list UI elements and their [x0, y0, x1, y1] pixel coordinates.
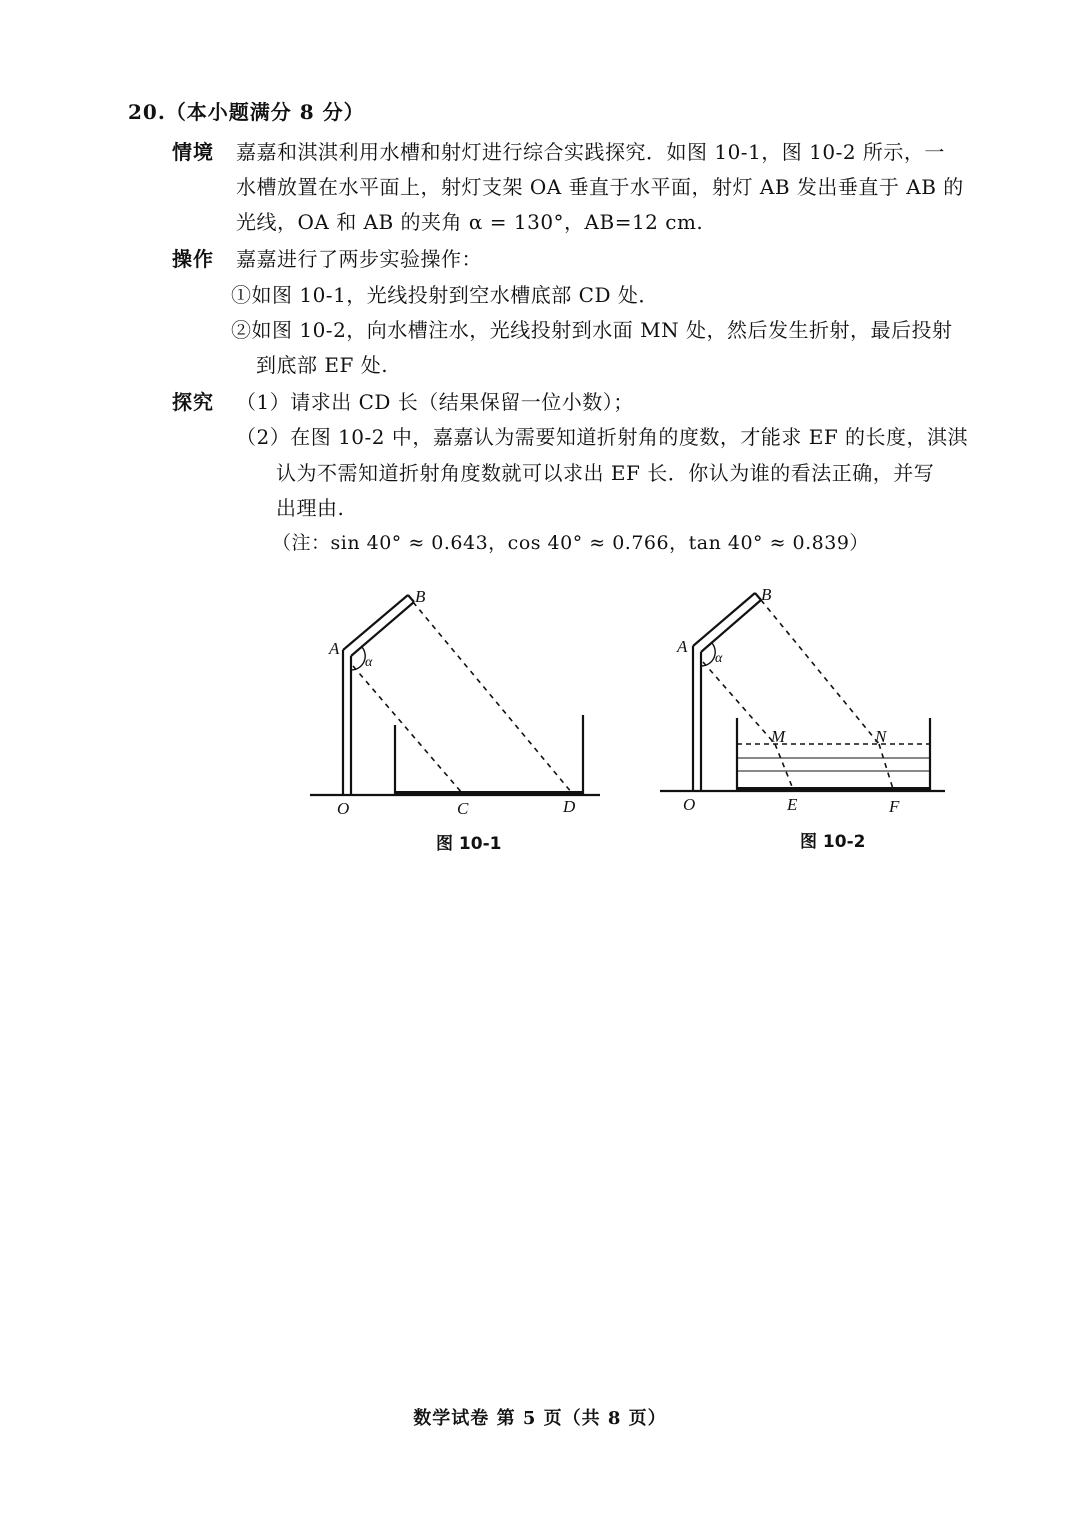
arm-outer-edge	[343, 595, 408, 650]
refracted-ray-M-E	[775, 744, 793, 789]
label-B: B	[761, 585, 772, 604]
trig-note: （注：sin 40° ≈ 0.643，cos 40° ≈ 0.766，tan 40° ≈ 0.839）	[272, 532, 869, 554]
explore-line-3: 认为不需知道折射角度数就可以求出 EF 长．你认为谁的看法正确，并写	[276, 461, 935, 485]
explore-label: 探究	[172, 390, 214, 414]
label-D: D	[563, 797, 576, 816]
question-header: 20.（本小题满分 8 分）	[128, 100, 365, 124]
label-M: M	[771, 727, 786, 746]
explore-line-4: 出理由.	[276, 496, 345, 520]
arm-outer-edge	[693, 593, 755, 646]
light-ray-A-M	[703, 662, 775, 744]
figure-10-1	[305, 580, 615, 820]
explore-line-2: （2）在图 10-2 中，嘉嘉认为需要知道折射角的度数，才能求 EF 的长度，淇淇	[236, 425, 969, 449]
situation-line-3: 光线，OA 和 AB 的夹角 α = 130°，AB=12 cm.	[236, 210, 704, 234]
page-footer: 数学试卷 第 5 页（共 8 页）	[413, 1408, 667, 1429]
explore-line-1: （1）请求出 CD 长（结果保留一位小数）；	[236, 390, 634, 414]
operation-line-1: 嘉嘉进行了两步实验操作：	[236, 247, 482, 271]
label-alpha: α	[365, 655, 373, 670]
figure-10-2-caption: 图 10-2	[800, 832, 866, 852]
label-alpha: α	[715, 651, 723, 666]
light-ray-B-N	[761, 600, 879, 744]
figure-10-1-caption: 图 10-1	[436, 834, 502, 854]
label-A: A	[329, 639, 340, 658]
light-ray-A-C	[353, 666, 462, 793]
label-F: F	[889, 797, 900, 816]
label-O: O	[683, 795, 696, 814]
figure-10-2	[655, 578, 955, 818]
light-ray-B-D	[413, 602, 572, 793]
operation-line-3: ②如图 10-2，向水槽注水，光线投射到水面 MN 处，然后发生折射，最后投射	[231, 318, 953, 342]
refracted-ray-N-F	[879, 744, 893, 789]
label-B: B	[415, 587, 426, 606]
operation-label: 操作	[172, 247, 214, 271]
situation-line-2: 水槽放置在水平面上，射灯支架 OA 垂直于水平面，射灯 AB 发出垂直于 AB 的	[236, 175, 964, 199]
label-E: E	[787, 795, 798, 814]
operation-line-2: ①如图 10-1，光线投射到空水槽底部 CD 处．	[231, 283, 659, 307]
label-A: A	[677, 637, 688, 656]
situation-label: 情境	[172, 140, 214, 164]
label-C: C	[457, 799, 469, 818]
label-N: N	[875, 727, 887, 746]
operation-line-4: 到底部 EF 处.	[256, 353, 389, 377]
arm-inner-edge	[701, 600, 761, 652]
arm-inner-edge	[351, 602, 414, 656]
situation-line-1: 嘉嘉和淇淇利用水槽和射灯进行综合实践探究．如图 10-1，图 10-2 所示，一	[236, 140, 945, 164]
label-O: O	[337, 799, 350, 818]
